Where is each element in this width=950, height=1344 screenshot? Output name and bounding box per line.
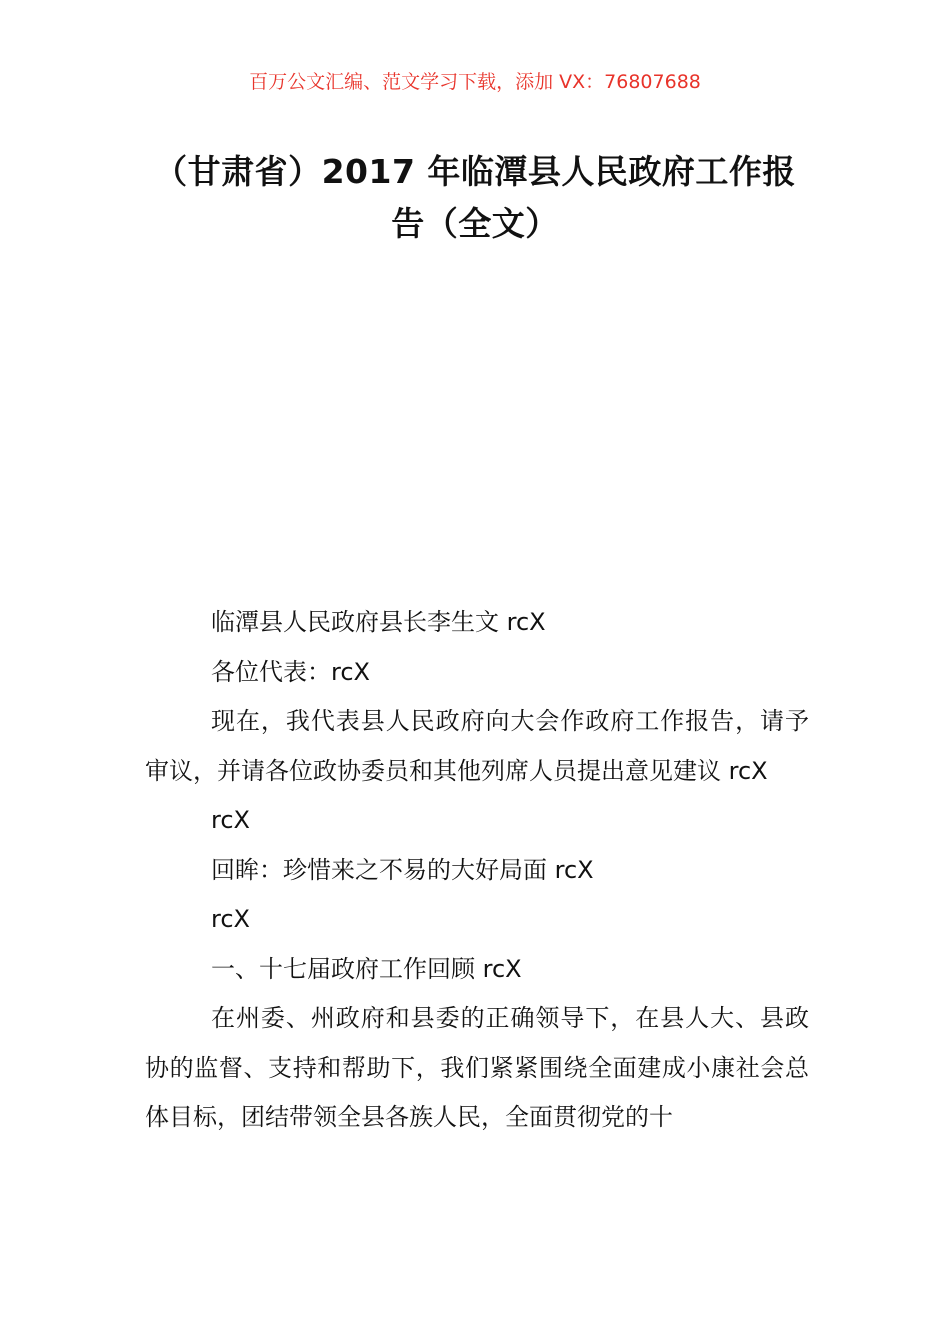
paragraph-blank: rcX <box>211 806 250 834</box>
header-note: 百万公文汇编、范文学习下载，添加 VX：76807688 <box>249 71 701 93</box>
paragraph-section-heading: 回眸：珍惜来之不易的大好局面 rcX <box>211 855 594 884</box>
paragraph-intro: 现在，我代表县人民政府向大会作政府工作报告，请予审议，并请各位政协委员和其他列席人员提出意见建议 rcX <box>145 707 809 785</box>
paragraph-salutation: 各位代表：rcX <box>211 657 370 686</box>
paragraph-body: 在州委、州政府和县委的正确领导下，在县人大、县政协的监督、支持和帮助下，我们紧紧围绕全面建成小康社会总体目标，团结带领全县各族人民，全面贯彻党的十 <box>145 1004 809 1131</box>
paragraph-subheading: 一、十七届政府工作回顾 rcX <box>211 954 522 983</box>
document-body <box>145 598 809 1143</box>
paragraph-blank: rcX <box>211 905 250 933</box>
document-title: （甘肃省）2017 年临潭县人民政府工作报告（全文） <box>154 152 796 243</box>
paragraph-author: 临潭县人民政府县长李生文 rcX <box>211 608 546 636</box>
